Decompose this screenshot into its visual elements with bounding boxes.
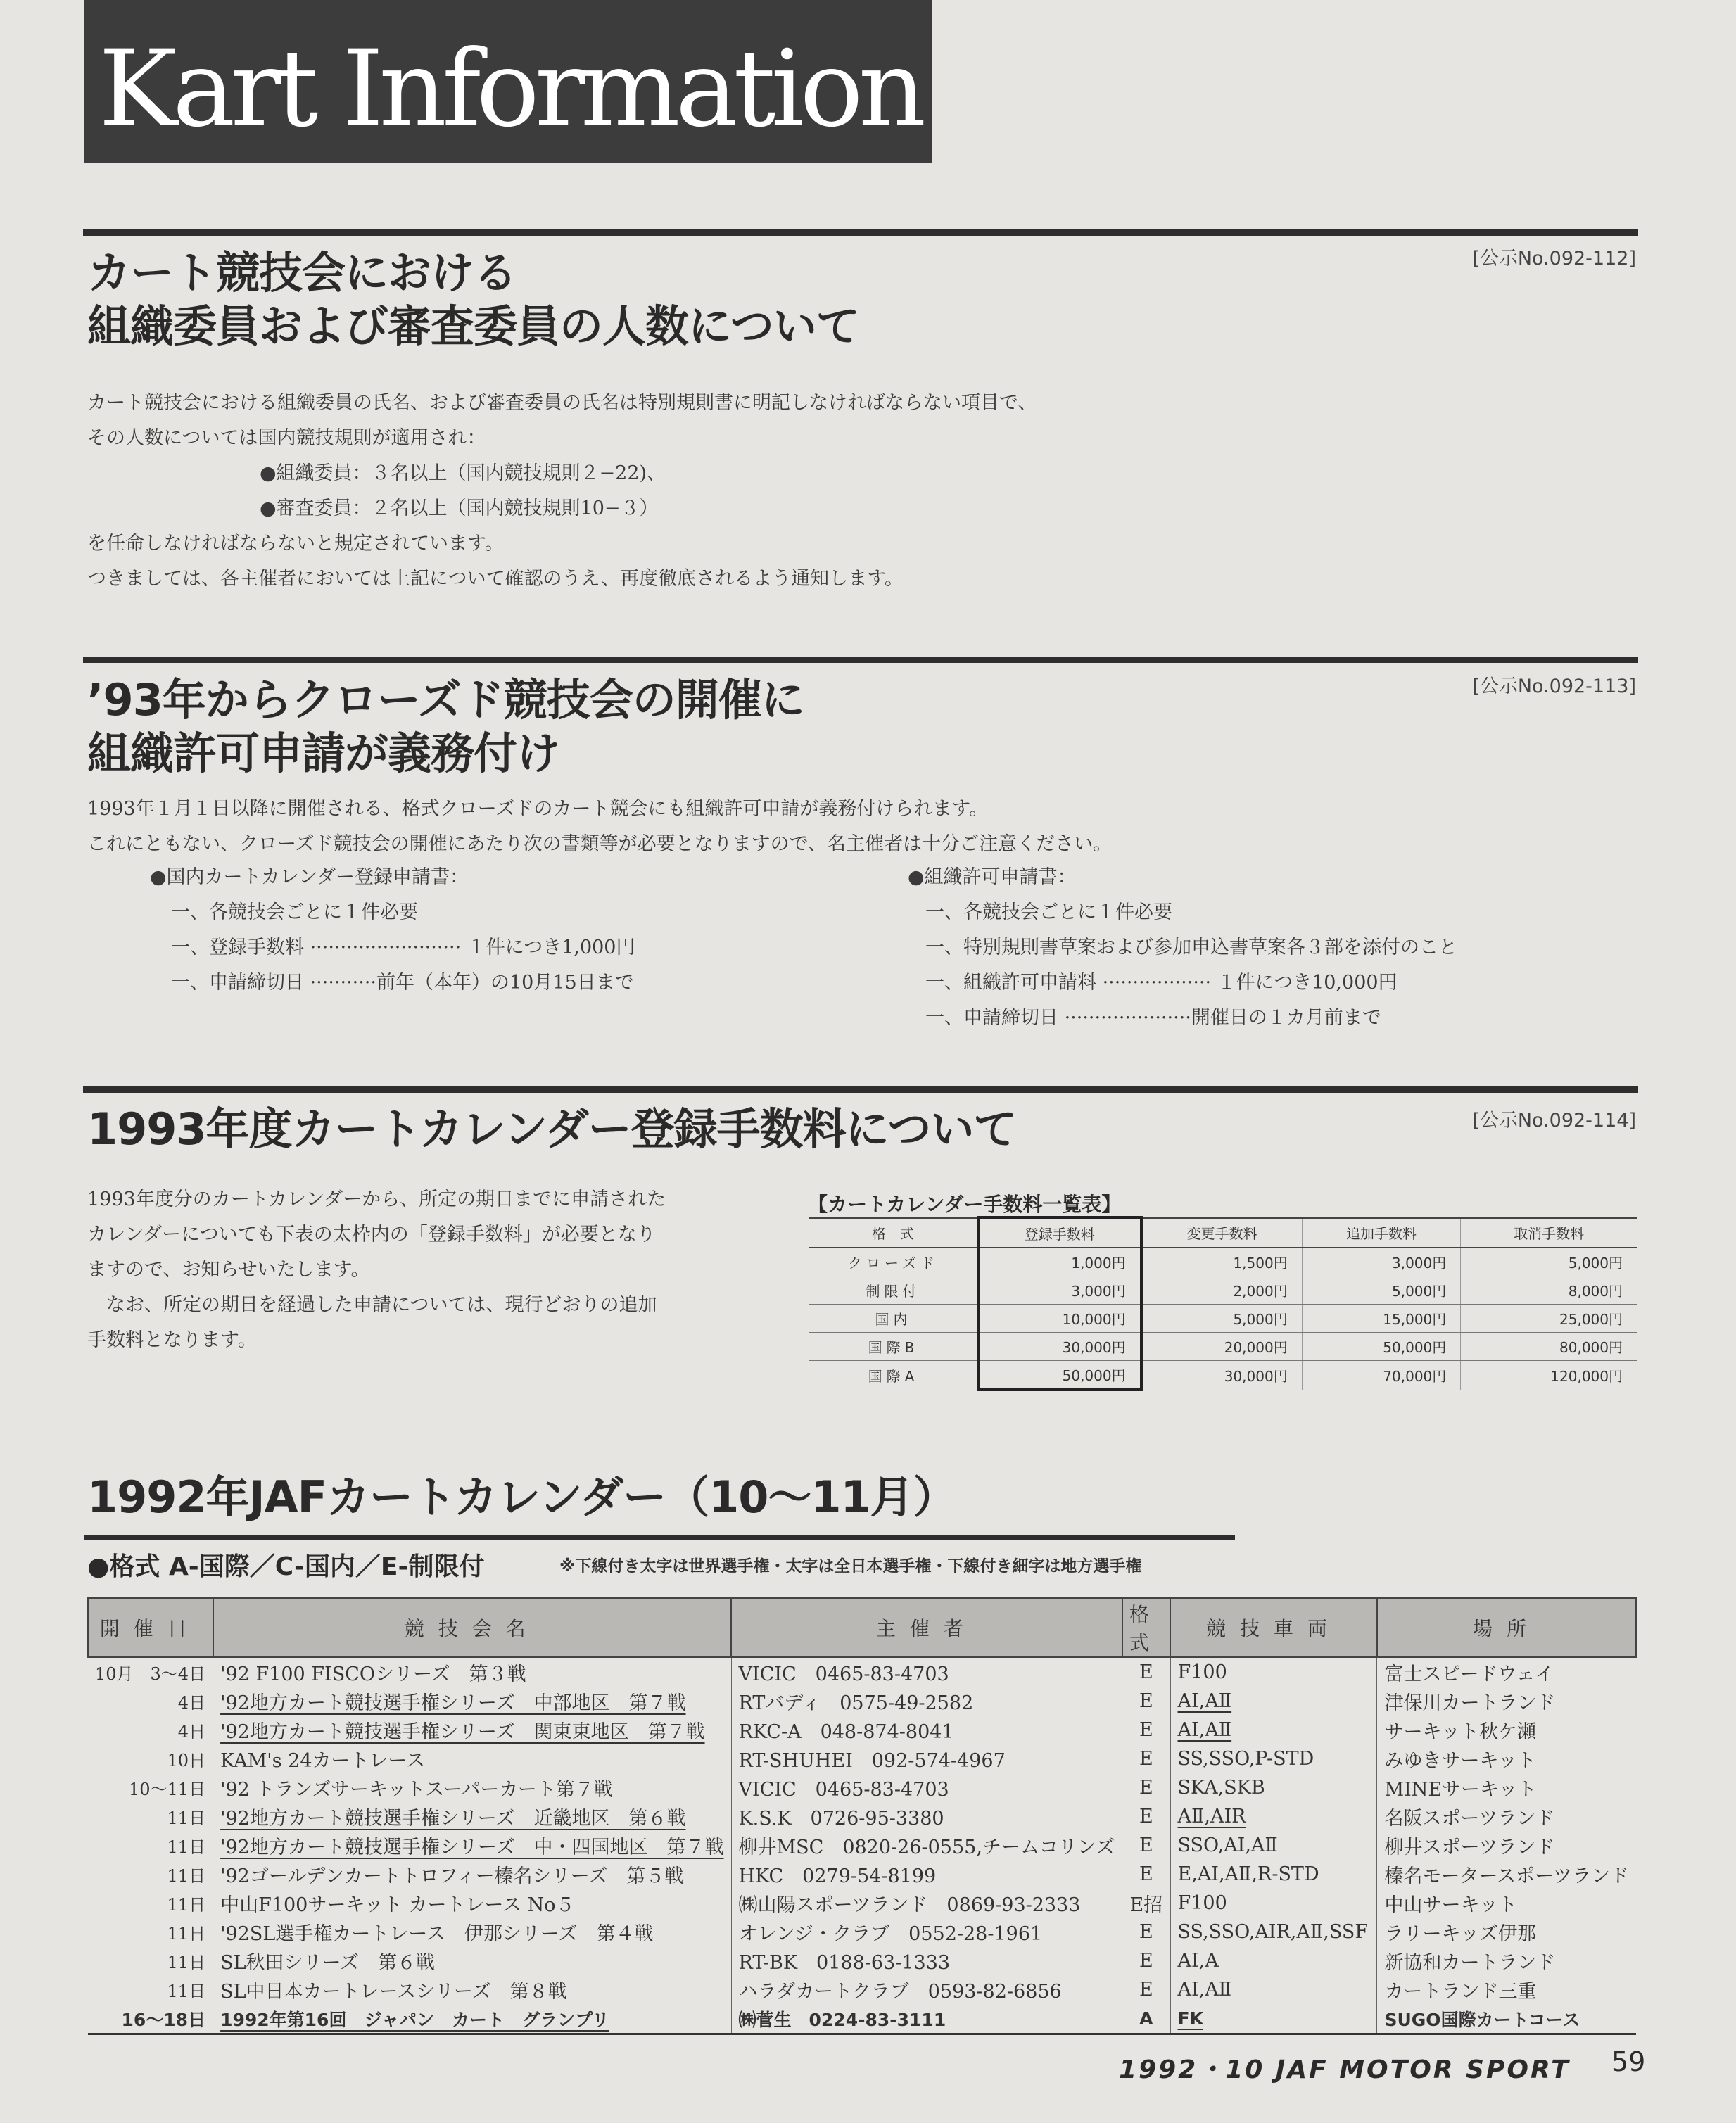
section-rule [83,229,1638,236]
row-format: E [1139,1690,1153,1712]
row-vehicles: SKA,SKB [1177,1777,1265,1799]
header-vehicles: 競技車両 [1170,1598,1377,1657]
row-event: KAM's 24カートレース [220,1750,426,1772]
row-organizer: オレンジ・クラブ 0552-28-1961 [738,1923,1043,1945]
paragraph-line: カート競技会における組織委員の氏名、および審査委員の氏名は特別規則書に明記しなければならない項目で、 [87,392,1037,414]
fee-table-row [809,1276,1637,1305]
fee-additional: 70,000円 [1302,1361,1461,1390]
fee-change: 20,000円 [1141,1333,1303,1361]
section-title-line: ’93年からクローズド競技会の開催に [87,674,804,725]
fee-header-format: 格 式 [809,1217,978,1248]
row-format: E [1139,1719,1153,1741]
fee-registration: 50,000円 [978,1361,1141,1390]
calendar-row [88,1802,1636,1831]
row-organizer: RKC-A 048-874-8041 [738,1721,954,1743]
row-date: 10日 [167,1751,206,1770]
section-intro [87,792,1112,862]
row-event: '92地方カート競技選手権シリーズ 中・四国地区 第７戦 [220,1837,724,1858]
row-venue: 中山サーキット [1384,1894,1517,1916]
paragraph-line: 手数料となります。 [87,1329,257,1351]
calendar-title: 1992年JAFカートカレンダー（10〜11月） [87,1471,956,1523]
calendar-row [88,1716,1636,1744]
calendar-table [87,1597,1637,2035]
calendar-legend: ●格式 A-国際／C-国内／E-制限付 [87,1552,485,1581]
section-body [87,386,1037,597]
calendar-row [88,1946,1636,1975]
paragraph-line: なお、所定の期日を経過した申請については、現行どおりの追加 [87,1294,657,1316]
row-event: '92地方カート競技選手権シリーズ 近畿地区 第６戦 [220,1808,686,1830]
row-vehicles: AⅠ,A [1177,1950,1219,1972]
row-organizer: ㈱菅生 0224-83-3111 [738,2009,946,2030]
legend-rule [84,1535,1235,1540]
row-format: E [1139,1777,1153,1799]
footer-magazine: 1992・10 JAF MOTOR SPORT [1119,2055,1571,2084]
section-title-line: 1993年度カートカレンダー登録手数料について [87,1103,1017,1155]
row-date: 11日 [167,1982,206,2001]
row-vehicles: AⅠ,AⅡ [1177,1979,1232,2001]
fee-cancel: 8,000円 [1461,1276,1637,1305]
fee-format: 国際B [809,1333,978,1361]
calendar-row [88,1860,1636,1889]
row-format: E [1139,1834,1153,1856]
row-venue: 新協和カートランド [1384,1952,1556,1974]
row-vehicles: SS,SSO,P-STD [1177,1748,1314,1770]
row-organizer: K.S.K 0726-95-3380 [738,1808,944,1830]
paragraph-line: 一、各競技会ごとに１件必要 [925,901,1172,923]
fee-registration: 10,000円 [978,1305,1141,1333]
fee-change: 1,500円 [1141,1248,1303,1276]
row-organizer: VICIC 0465-83-4703 [738,1663,949,1685]
paragraph-line: 1993年度分のカートカレンダーから、所定の期日までに申請された [87,1189,666,1210]
paragraph-line: 一、組織許可申請料 ·················· １件につき10,000円 [925,972,1398,994]
row-event: '92地方カート競技選手権シリーズ 中部地区 第７戦 [220,1692,686,1714]
calendar-row [88,2004,1636,2034]
row-vehicles: SS,SSO,AⅠR,AⅡ,SSF [1177,1921,1369,1943]
row-event: 1992年第16回 ジャパン カート グランプリ [220,2009,609,2030]
fee-table [809,1216,1637,1391]
row-event: '92ゴールデンカートトロフィー榛名シリーズ 第５戦 [220,1865,684,1887]
paragraph-line: 一、各競技会ごとに１件必要 [171,901,418,923]
paragraph-line: ますので、お知らせいたします。 [87,1259,370,1281]
row-event: 中山F100サーキット カートレース No５ [220,1894,575,1916]
row-format: E招 [1129,1894,1163,1916]
row-date: 11日 [167,1953,206,1972]
header-event: 競技会名 [213,1598,731,1657]
fee-table-row [809,1333,1637,1361]
paragraph-line: を任命しなければならないと規定されています。 [87,533,504,554]
header-organizer: 主催者 [731,1598,1122,1657]
calendar-row [88,1889,1636,1918]
row-format: E [1139,1863,1153,1885]
header-venue: 場所 [1377,1598,1636,1657]
section-body [87,1182,666,1358]
row-organizer: RT-BK 0188-63-1333 [738,1952,951,1974]
paragraph-line: 一、登録手数料 ························· １件につき1,000円 [171,937,635,958]
row-organizer: ハラダカートクラブ 0593-82-6856 [738,1981,1062,2003]
row-date: 11日 [167,1895,206,1915]
row-date: 10〜11日 [129,1780,206,1799]
row-organizer: VICIC 0465-83-4703 [738,1779,949,1801]
row-format: E [1139,1950,1153,1972]
calendar-row [88,1687,1636,1716]
paragraph-line: ●国内カートカレンダー登録申請書： [150,866,469,888]
fee-format: クローズド [809,1248,978,1276]
section-title-line: 組織許可申請が義務付け [87,728,560,779]
paragraph-line: これにともない、クローズド競技会の開催にあたり次の書類等が必要となりますので、名主催者は十分ご注意ください。 [87,833,1113,855]
fee-additional: 50,000円 [1302,1333,1461,1361]
calendar-note: ※下線付き太字は世界選手権・太字は全日本選手権・下線付き細字は地方選手権 [559,1557,1142,1576]
section-title-line: カート競技会における [87,247,517,298]
fee-cancel: 5,000円 [1461,1248,1637,1276]
row-event: SL秋田シリーズ 第６戦 [220,1952,436,1974]
masthead-title: Kart Information [99,28,922,151]
row-format: E [1139,1806,1153,1827]
row-venue: 榛名モータースポーツランド [1384,1865,1629,1887]
masthead [84,0,932,163]
row-event: SL中日本カートレースシリーズ 第８戦 [220,1981,567,2003]
row-organizer: ㈱山陽スポーツランド 0869-93-2333 [738,1894,1081,1916]
fee-registration: 1,000円 [978,1248,1141,1276]
notice-number: [公示No.092-112] [1472,248,1636,270]
paragraph-line: ●組織委員：３名以上（国内競技規則２−22)、 [260,462,666,484]
row-date: 11日 [167,1808,206,1828]
header-date: 開催日 [88,1598,213,1657]
paragraph-line: 一、申請締切日 ···········前年（本年）の10月15日まで [171,972,634,994]
row-date: 11日 [167,1924,206,1944]
row-vehicles: AⅠ,AⅡ [1177,1719,1232,1741]
fee-header-additional: 追加手数料 [1302,1217,1461,1248]
row-date: 16〜18日 [121,2009,206,2030]
fee-additional: 15,000円 [1302,1305,1461,1333]
section-rule [83,657,1638,663]
row-venue: みゆきサーキット [1384,1750,1536,1772]
row-date: 10月 3〜4日 [95,1664,206,1684]
fee-header-change: 変更手数料 [1141,1217,1303,1248]
paragraph-line: 一、特別規則書草案および参加申込書草案各３部を添付のこと [925,937,1457,958]
fee-change: 2,000円 [1141,1276,1303,1305]
row-venue: カートランド三重 [1384,1981,1537,2003]
row-organizer: 柳井MSC 0820-26-0555,チームコリンズ [738,1837,1115,1858]
row-date: 4日 [177,1693,206,1713]
section-title-line: 組織委員および審査委員の人数について [87,300,859,352]
paragraph-line: 一、申請締切日 ·····················開催日の１カ月前まで [925,1007,1381,1029]
fee-header-registration: 登録手数料 [978,1217,1141,1248]
row-organizer: RT-SHUHEI 092-574-4967 [738,1750,1006,1772]
fee-table-row [809,1248,1637,1276]
requirements-right [908,860,1457,1036]
fee-cancel: 25,000円 [1461,1305,1637,1333]
row-vehicles: FK [1177,2008,1203,2029]
notice-number: [公示No.092-113] [1472,676,1636,697]
paragraph-line: ●組織許可申請書： [908,866,1077,888]
section-title [87,673,804,780]
row-venue: ラリーキッズ伊那 [1384,1923,1536,1945]
calendar-row [88,1831,1636,1860]
row-organizer: RTバディ 0575-49-2582 [738,1692,974,1714]
row-vehicles: SSO,AⅠ,AⅡ [1177,1834,1278,1856]
row-venue: MINEサーキット [1384,1779,1537,1801]
row-event: '92地方カート競技選手権シリーズ 関東東地区 第７戦 [220,1721,705,1743]
row-vehicles: F100 [1177,1892,1227,1914]
row-venue: 名阪スポーツランド [1384,1808,1555,1830]
row-venue: 柳井スポーツランド [1384,1837,1555,1858]
paragraph-line: ●審査委員：２名以上（国内競技規則10−３） [260,498,659,519]
calendar-header [88,1598,1636,1657]
paragraph-line: カレンダーについても下表の太枠内の「登録手数料」が必要となり [87,1224,656,1246]
fee-table-row [809,1361,1637,1390]
calendar-row [88,1773,1636,1802]
row-format: E [1139,1921,1153,1943]
calendar-row [88,1975,1636,2004]
row-vehicles: AⅡ,AⅠR [1177,1806,1246,1827]
row-venue: SUGO国際カートコース [1384,2009,1580,2030]
fee-cancel: 80,000円 [1461,1333,1637,1361]
header-format: 格式 [1122,1598,1170,1657]
page-number: 59 [1611,2046,1646,2077]
row-date: 11日 [167,1866,206,1886]
section-title [87,1103,1016,1156]
row-vehicles: F100 [1177,1661,1227,1683]
section-title [87,246,859,353]
row-event: '92 F100 FISCOシリーズ 第３戦 [220,1663,526,1685]
row-format: E [1139,1979,1153,2001]
row-date: 4日 [177,1722,206,1742]
fee-header-cancel: 取消手数料 [1461,1217,1637,1248]
fee-format: 国際A [809,1361,978,1390]
fee-format: 制限付 [809,1276,978,1305]
section-rule [83,1086,1638,1093]
row-venue: 津保川カートランド [1384,1692,1556,1714]
requirements-left [150,860,635,1001]
row-event: '92 トランズサーキットスーパーカート第７戦 [220,1779,614,1801]
calendar-row [88,1918,1636,1946]
row-venue: 富士スピードウェイ [1384,1663,1554,1685]
calendar-row [88,1657,1636,1687]
fee-table-row [809,1305,1637,1333]
row-format: A [1139,2008,1153,2029]
fee-change: 5,000円 [1141,1305,1303,1333]
fee-table-caption: 【カートカレンダー手数料一覧表】 [808,1193,1122,1216]
row-format: E [1139,1748,1153,1770]
fee-cancel: 120,000円 [1461,1361,1637,1390]
fee-change: 30,000円 [1141,1361,1303,1390]
row-organizer: HKC 0279-54-8199 [738,1865,937,1887]
paragraph-line: 1993年１月１日以降に開催される、格式クローズドのカート競会にも組織許可申請が義務付けられます。 [87,798,989,820]
calendar-row [88,1744,1636,1773]
row-format: E [1139,1661,1153,1683]
row-date: 11日 [167,1837,206,1857]
row-vehicles: E,AⅠ,AⅡ,R-STD [1177,1863,1319,1885]
fee-table-header [809,1217,1637,1248]
paragraph-line: つきましては、各主催者においては上記について確認のうえ、再度徹底されるよう通知します。 [87,568,904,590]
row-event: '92SL選手権カートレース 伊那シリーズ 第４戦 [220,1923,654,1945]
paragraph-line: その人数については国内競技規則が適用され： [87,427,486,449]
fee-additional: 5,000円 [1302,1276,1461,1305]
row-venue: サーキット秋ケ瀬 [1384,1721,1536,1743]
fee-registration: 30,000円 [978,1333,1141,1361]
fee-registration: 3,000円 [978,1276,1141,1305]
fee-format: 国内 [809,1305,978,1333]
row-vehicles: AⅠ,AⅡ [1177,1690,1232,1712]
fee-additional: 3,000円 [1302,1248,1461,1276]
notice-number: [公示No.092-114] [1472,1110,1636,1132]
